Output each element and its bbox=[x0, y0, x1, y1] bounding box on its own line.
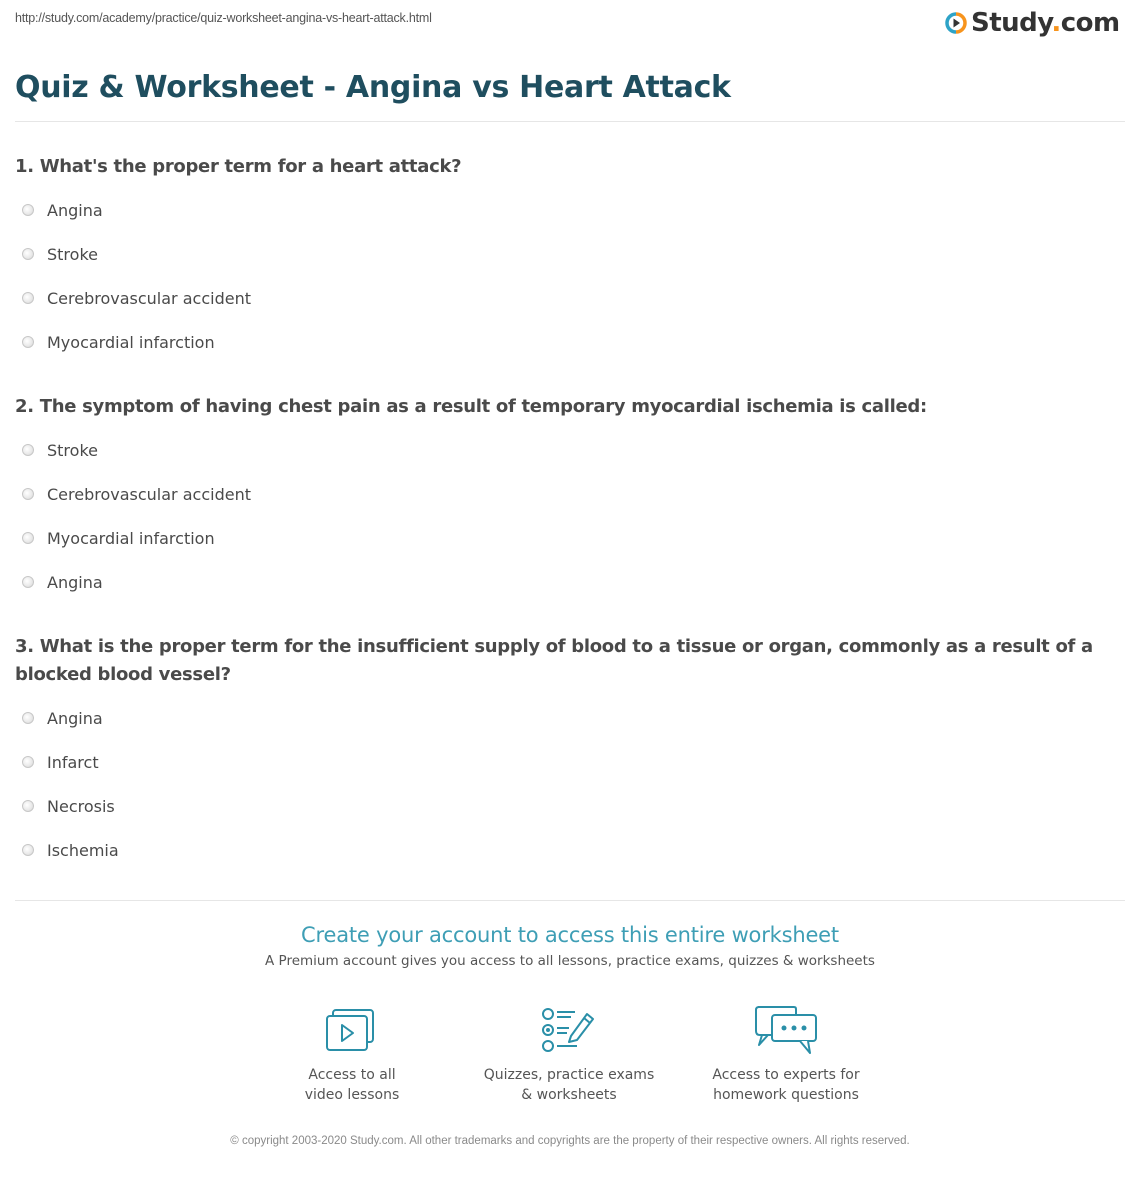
radio-button[interactable] bbox=[22, 336, 34, 348]
radio-button[interactable] bbox=[22, 712, 34, 724]
page-title: Quiz & Worksheet - Angina vs Heart Attack bbox=[15, 70, 731, 105]
answer-option[interactable]: Myocardial infarction bbox=[22, 516, 251, 560]
question-2: 2. The symptom of having chest pain as a result of temporary myocardial ischemia is called: bbox=[15, 396, 927, 417]
answer-option[interactable]: Angina bbox=[22, 560, 251, 604]
answer-option[interactable]: Stroke bbox=[22, 232, 251, 276]
answer-option[interactable]: Stroke bbox=[22, 428, 251, 472]
cta-divider bbox=[15, 900, 1125, 901]
study-logo[interactable] bbox=[945, 8, 1120, 38]
answers-q2 bbox=[22, 428, 251, 604]
radio-button[interactable] bbox=[22, 756, 34, 768]
answers-q3 bbox=[22, 696, 119, 872]
answer-option[interactable]: Angina bbox=[22, 696, 119, 740]
title-divider bbox=[15, 121, 1125, 122]
answer-option[interactable]: Ischemia bbox=[22, 828, 119, 872]
chat-bubbles-icon bbox=[686, 1003, 886, 1057]
question-3: 3. What is the proper term for the insufficient supply of blood to a tissue or organ, commonly as a result of a blocked blood vessel? bbox=[15, 636, 1093, 685]
radio-button[interactable] bbox=[22, 444, 34, 456]
radio-button[interactable] bbox=[22, 532, 34, 544]
answer-option[interactable]: Myocardial infarction bbox=[22, 320, 251, 364]
feature-experts: Access to experts for homework questions bbox=[686, 1003, 886, 1105]
play-logo-icon bbox=[945, 12, 967, 34]
answer-option[interactable]: Angina bbox=[22, 188, 251, 232]
radio-button[interactable] bbox=[22, 292, 34, 304]
radio-button[interactable] bbox=[22, 488, 34, 500]
radio-button[interactable] bbox=[22, 204, 34, 216]
video-lessons-icon bbox=[252, 1003, 452, 1057]
question-1: 1. What's the proper term for a heart attack? bbox=[15, 156, 462, 177]
radio-button[interactable] bbox=[22, 576, 34, 588]
radio-button[interactable] bbox=[22, 844, 34, 856]
answers-q1 bbox=[22, 188, 251, 364]
cta-subtitle: A Premium account gives you access to all lessons, practice exams, quizzes & worksheets bbox=[265, 953, 875, 969]
radio-button[interactable] bbox=[22, 248, 34, 260]
answer-option[interactable]: Cerebrovascular accident bbox=[22, 276, 251, 320]
radio-button[interactable] bbox=[22, 800, 34, 812]
answer-option[interactable]: Infarct bbox=[22, 740, 119, 784]
answer-option[interactable]: Cerebrovascular accident bbox=[22, 472, 251, 516]
feature-quizzes: Quizzes, practice exams & worksheets bbox=[469, 1003, 669, 1105]
logo-text: Study.com bbox=[971, 8, 1120, 38]
feature-video-lessons: Access to all video lessons bbox=[252, 1003, 452, 1105]
cta-title[interactable]: Create your account to access this entire worksheet bbox=[301, 923, 839, 947]
answer-option[interactable]: Necrosis bbox=[22, 784, 119, 828]
page-url: http://study.com/academy/practice/quiz-worksheet-angina-vs-heart-attack.html bbox=[15, 11, 432, 25]
quiz-checklist-icon bbox=[469, 1003, 669, 1057]
copyright-notice: © copyright 2003-2020 Study.com. All other trademarks and copyrights are the property of their respective owners. All rights reserved. bbox=[230, 1135, 910, 1147]
